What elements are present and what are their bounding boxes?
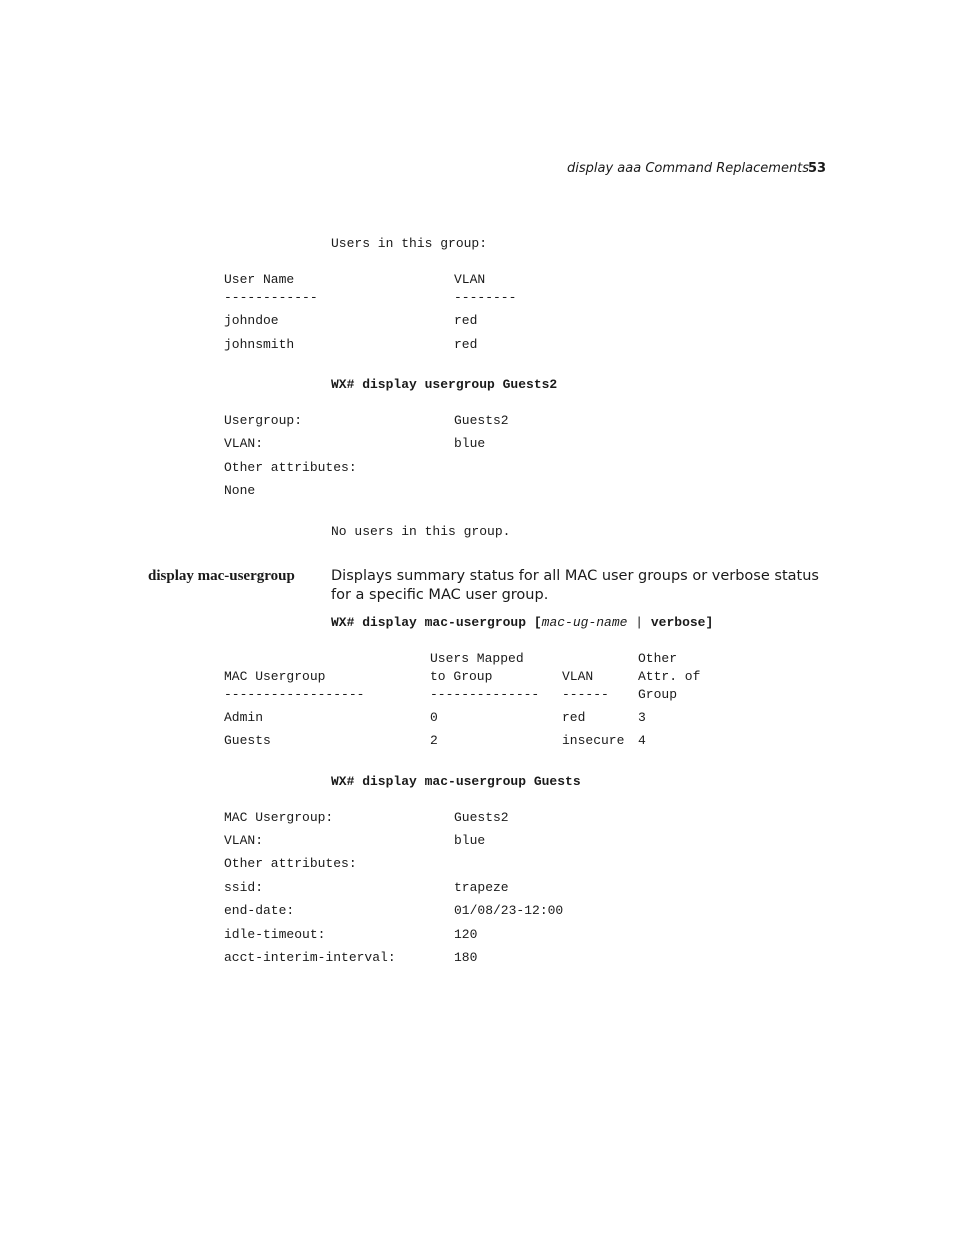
field-label: acct-interim-interval: [224,950,396,965]
running-header-title: display aaa Command Replacements [567,161,810,176]
field-value: 180 [454,950,478,965]
table-divider: ------------------ [224,687,365,702]
field-label: None [224,483,256,498]
table-header: Attr. of [638,669,701,684]
table-cell: Guests [224,733,271,748]
field-value: 120 [454,927,478,942]
syntax-separator: | [627,615,651,630]
field-label: Usergroup: [224,413,303,428]
table-header: to Group [430,669,493,684]
table-header: Group [638,687,678,702]
table-cell: insecure [562,733,625,748]
table-cell: 4 [638,733,646,748]
field-label: MAC Usergroup: [224,810,334,825]
command-display-mac-usergroup-guests: WX# display mac-usergroup Guests [331,774,581,789]
syntax-close: ] [705,615,714,630]
field-value: Guests2 [454,810,509,825]
field-label: ssid: [224,880,264,895]
field-value: trapeze [454,880,509,895]
user-row-name: johndoe [224,313,279,328]
no-users-message: No users in this group. [331,524,511,539]
table-divider: -------------- [430,687,540,702]
user-row-vlan: red [454,313,478,328]
col-vlan-header: VLAN [454,272,486,287]
table-header: Other [638,651,678,666]
field-value: Guests2 [454,413,509,428]
users-in-group-heading: Users in this group: [331,236,488,251]
table-cell: red [562,710,586,725]
command-syntax [331,615,713,631]
user-row-vlan: red [454,337,478,352]
section-description: Displays summary status for all MAC user groups or verbose status for a specific MAC user group. [331,568,819,603]
page-number: 53 [808,161,827,176]
col-vlan-divider: -------- [454,290,517,305]
table-header: VLAN [562,669,594,684]
field-label: Other attributes: [224,856,357,871]
syntax-argument: mac-ug-name [541,615,628,630]
table-header: MAC Usergroup [224,669,326,684]
col-user-name-divider: ------------ [224,290,318,305]
table-cell: 3 [638,710,646,725]
section-title: display mac-usergroup [148,568,295,584]
field-label: end-date: [224,903,295,918]
field-label: idle-timeout: [224,927,326,942]
table-divider: ------ [562,687,609,702]
field-value: 01/08/23-12:00 [454,903,564,918]
field-label: VLAN: [224,833,264,848]
syntax-command: WX# display mac-usergroup [ [331,615,542,630]
syntax-option: verbose [650,615,706,630]
field-label: Other attributes: [224,460,357,475]
field-value: blue [454,436,486,451]
user-row-name: johnsmith [224,337,295,352]
table-cell: 2 [430,733,438,748]
col-user-name-header: User Name [224,272,295,287]
field-value: blue [454,833,486,848]
table-cell: Admin [224,710,264,725]
table-cell: 0 [430,710,438,725]
table-header: Users Mapped [430,651,524,666]
command-display-usergroup: WX# display usergroup Guests2 [331,377,558,392]
field-label: VLAN: [224,436,264,451]
